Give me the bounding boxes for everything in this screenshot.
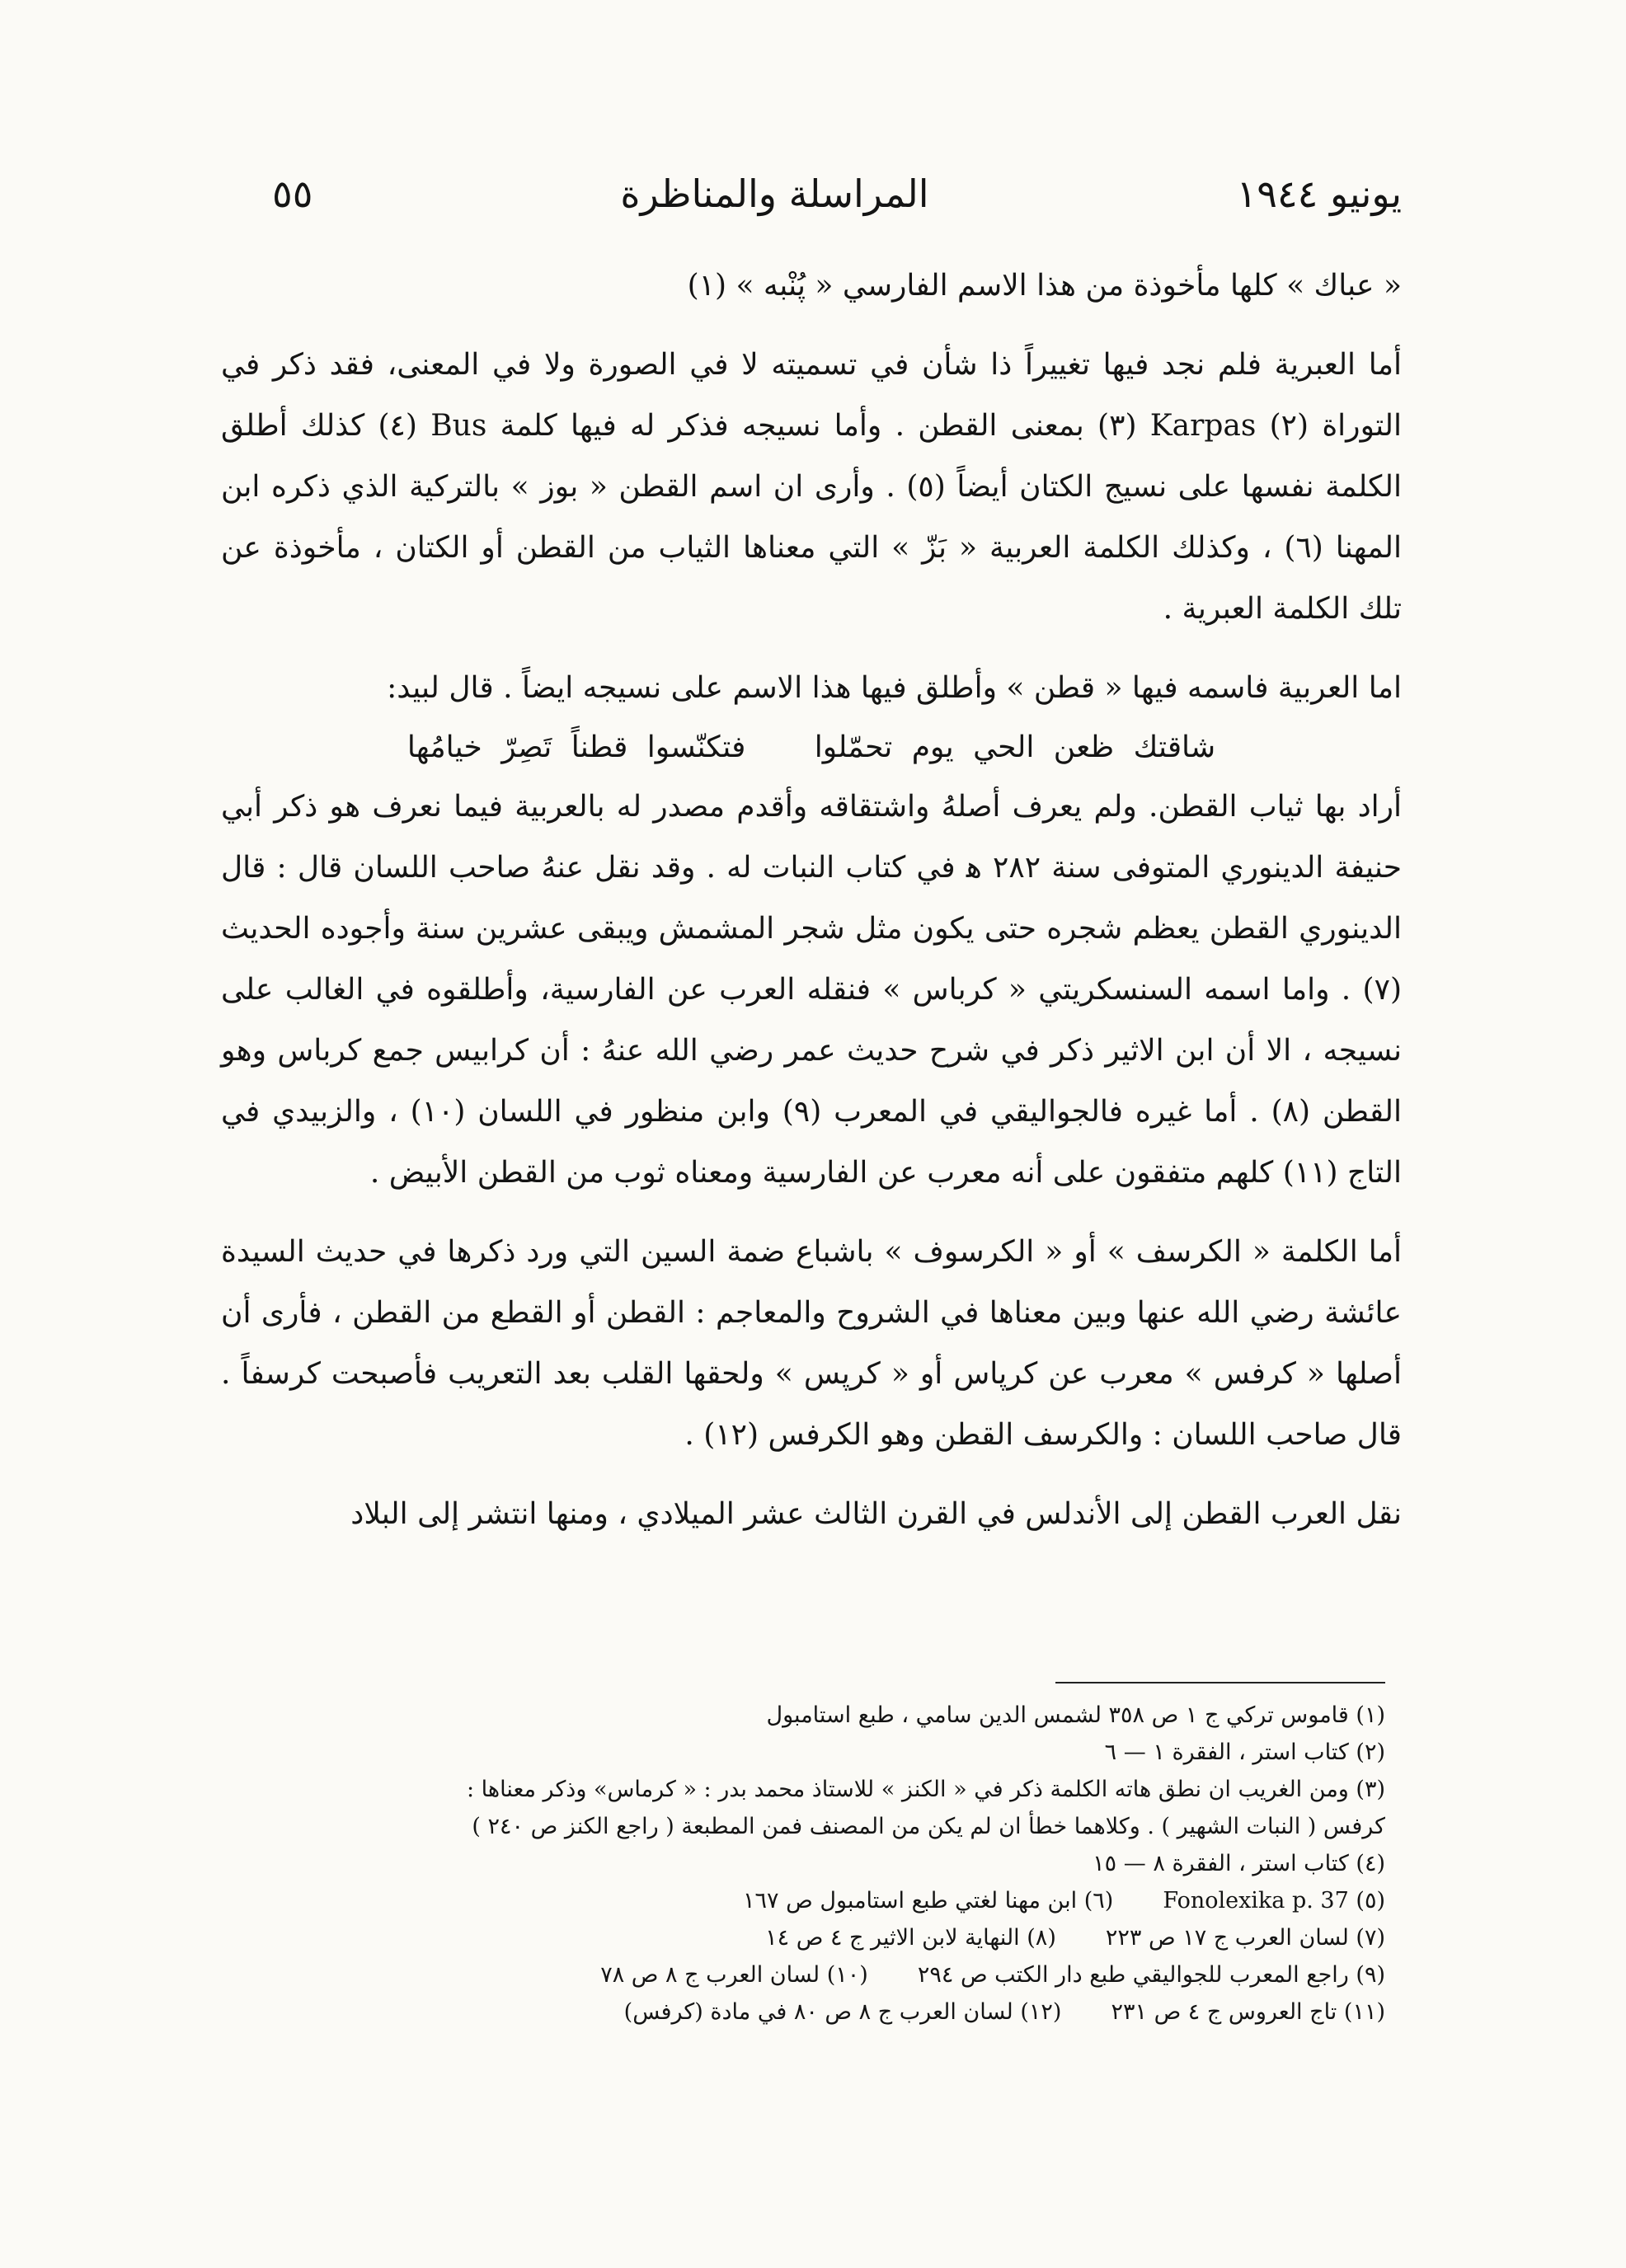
footnote-3b: كرفس ( النبات الشهير ) . وكلاهما خطأ ان لم يكن من المصنف فمن المطبعة ( راجع الكنز ص ٢٤٠ ) [472,1814,1385,1839]
issue-date: يونيو ١٩٤٤ [1236,171,1402,216]
footnote-4: (٤) كتاب استر ، الفقرة ٨ — ١٥ [1093,1851,1385,1876]
poem-verse [221,719,1402,777]
paragraph-5: أما الكلمة « الكرسف » أو « الكرسوف » باشباع ضمة السين التي ورد ذكرها في حديث السيدة عائشة رضي الله عنها وبين معناها في الشروح والمعاجم : القطن أو القطع من القطن ، فأرى أن أصلها « كرفس » معرب عن كرپاس أو « كرپس » ولحقها القلب بعد التعريب فأصبحت كرسفاً . قال صاحب اللسان : والكرسف القطن وهو الكرفس (١٢) . [221,1235,1402,1452]
footnote-divider [1055,1682,1385,1683]
footnote-5 [1163,1882,1385,1919]
footnote-9: (٩) راجع المعرب للجواليقي طبع دار الكتب ص ٢٩٤ [917,1962,1385,1988]
page-number: ٥٥ [272,171,313,216]
footnote-5-text: Fonolexika p. 37 [1163,1888,1349,1913]
running-title: المراسلة والمناظرة [620,171,929,216]
paragraph-2: أما العبرية فلم نجد فيها تغييراً ذا شأن في تسميته لا في الصورة ولا في المعنى، فقد ذكر في التوراة (٢) Karpas (٣) بمعنى القطن . وأما نسيجه فذكر له فيها كلمة Bus (٤) كذلك أطلق الكلمة نفسها على نسيج الكتان أيضاً (٥) . وأرى ان اسم القطن « بوز » بالتركية الذي ذكره ابن المهنا (٦) ، وكذلك الكلمة العربية « بَزّ » التي معناها الثياب من القطن أو الكتان ، مأخوذة عن تلك الكلمة العبرية . [221,348,1403,626]
footnote-row-7-8 [330,1919,1385,1956]
page-header [272,165,1402,223]
footnote-6: (٦) ابن مهنا لغتي طبع استامبول ص ١٦٧ [743,1888,1114,1913]
footnote-10: (١٠) لسان العرب ج ٨ ص ٧٨ [600,1962,868,1988]
paragraph-4: أراد بها ثياب القطن. ولم يعرف أصلهُ واشتقاقه وأقدم مصدر له بالعربية فيما نعرف هو ذكر أبي حنيفة الدينوري المتوفى سنة ٢٨٢ ﻫ في كتاب النبات له . وقد نقل عنهُ صاحب اللسان قال : قال الدينوري القطن يعظم شجره حتى يكون مثل شجر المشمش ويبقى عشرين سنة وأجوده الحديث (٧) . واما اسمه السنسكريتي « كرباس » فنقله العرب عن الفارسية، وأطلقوه في الغالب على نسيجه ، الا أن ابن الاثير ذكر في شرح حديث عمر رضي الله عنهُ : أن كرابيس جمع كرباس وهو القطن (٨) . أما غيره فالجواليقي في المعرب (٩) وابن منظور في اللسان (١٠) ، والزبيدي في التاج (١١) كلهم متفقون على أنه معرب عن الفارسية ومعناه ثوب من القطن الأبيض . [221,790,1402,1190]
paragraph-3: اما العربية فاسمه فيها « قطن » وأطلق فيها هذا الاسم على نسيجه ايضاً . قال لبيد: [387,671,1402,705]
paragraph-1: « عباك » كلها مأخوذة من هذا الاسم الفارسي « پُنْبه » (١) [687,269,1402,303]
verse-first-half: شاقتك ظعن الحي يوم تحمّلوا [814,730,1216,764]
footnote-2: (٢) كتاب استر ، الفقرة ١ — ٦ [1104,1740,1385,1765]
footnote-7: (٧) لسان العرب ج ١٧ ص ٢٢٣ [1105,1925,1385,1951]
footnote-3a: (٣) ومن الغريب ان نطق هاته الكلمة ذكر في « الكنز » للاستاذ محمد بدر : « كرماس» وذكر معناها : [466,1777,1385,1802]
footnote-5-number: (٥) [1356,1888,1385,1913]
paragraph-6: نقل العرب القطن إلى الأندلس في القرن الثالث عشر الميلادي ، ومنها انتشر إلى البلاد [350,1497,1402,1531]
footnote-12: (١٢) لسان العرب ج ٨ ص ٨٠ في مادة (كرفس) [623,1999,1062,2025]
footnote-row-5-6 [330,1882,1385,1919]
verse-second-half: فتكنّسوا قطناً تَصِرّ خيامُها [406,730,746,764]
footnote-11: (١١) تاج العروس ج ٤ ص ٢٣١ [1111,1999,1385,2025]
footnote-row-11-12 [330,1993,1385,2031]
article-body [221,256,1402,1545]
footnote-row-9-10 [330,1956,1385,1993]
footnotes [330,1697,1385,2031]
footnote-8: (٨) النهاية لابن الاثير ج ٤ ص ١٤ [765,1925,1056,1951]
footnote-1: (١) قاموس تركي ج ١ ص ٣٥٨ لشمس الدين سامي ، طبع استامبول [766,1702,1385,1728]
